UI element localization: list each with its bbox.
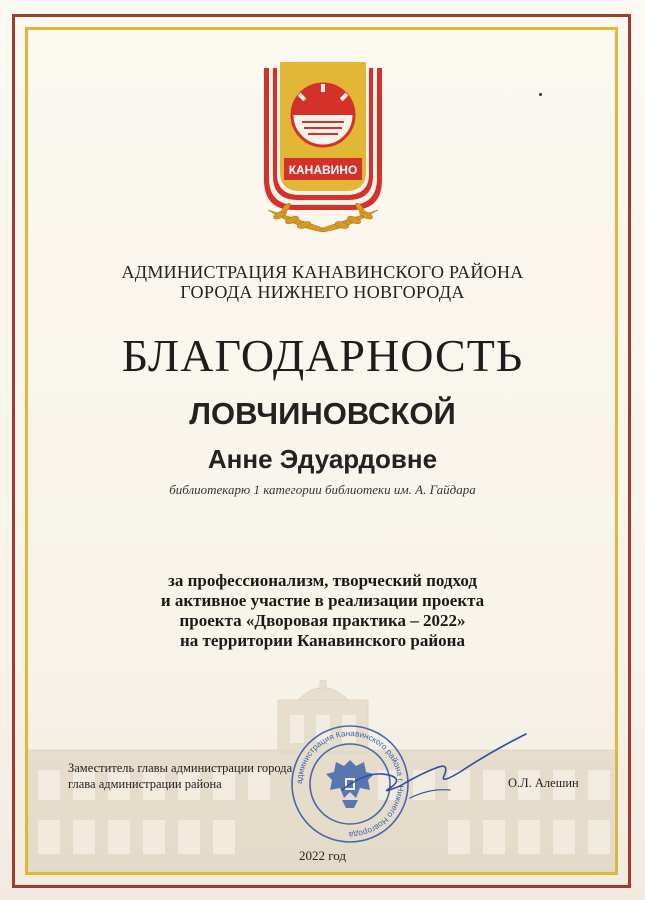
issue-year: 2022 год <box>299 848 346 863</box>
reason-line: за профессионализм, творческий подход <box>167 571 477 590</box>
kanavino-emblem-icon <box>258 60 388 240</box>
signatory-title-line-1: Заместитель главы администрации города <box>68 761 293 775</box>
signatory-title-line-2: глава администрации района <box>68 777 222 791</box>
recipient-position: библиотекарю 1 категории библиотеки им. А. Гайдара <box>169 482 476 497</box>
reason-line: проекта «Дворовая практика – 2022» <box>179 611 466 630</box>
certificate-title: БЛАГОДАРНОСТЬ <box>121 330 524 381</box>
recipient-name: Анне Эдуардовне <box>207 444 438 474</box>
speck <box>539 93 542 96</box>
recipient-surname: ЛОВЧИНОВСКОЙ <box>189 396 456 431</box>
administration-heading <box>40 262 605 302</box>
reason-line: и активное участие в реализации проекта <box>160 591 485 610</box>
gratitude-reason <box>40 571 605 651</box>
handwritten-signature <box>340 728 530 808</box>
admin-line-1: АДМИНИСТРАЦИЯ КАНАВИНСКОГО РАЙОНА <box>121 262 524 282</box>
reason-line: на территории Канавинского района <box>180 631 465 650</box>
svg-text:администрация Канавинского рай: администрация Канавинского района г. Нижнего Новгорода <box>294 728 406 840</box>
signatory-name: О.Л. Алешин <box>508 776 579 790</box>
admin-line-2: ГОРОДА НИЖНЕГО НОВГОРОДА <box>180 282 465 302</box>
signatory-title <box>68 760 292 792</box>
svg-text:КАНАВИНО: КАНАВИНО <box>288 163 358 177</box>
